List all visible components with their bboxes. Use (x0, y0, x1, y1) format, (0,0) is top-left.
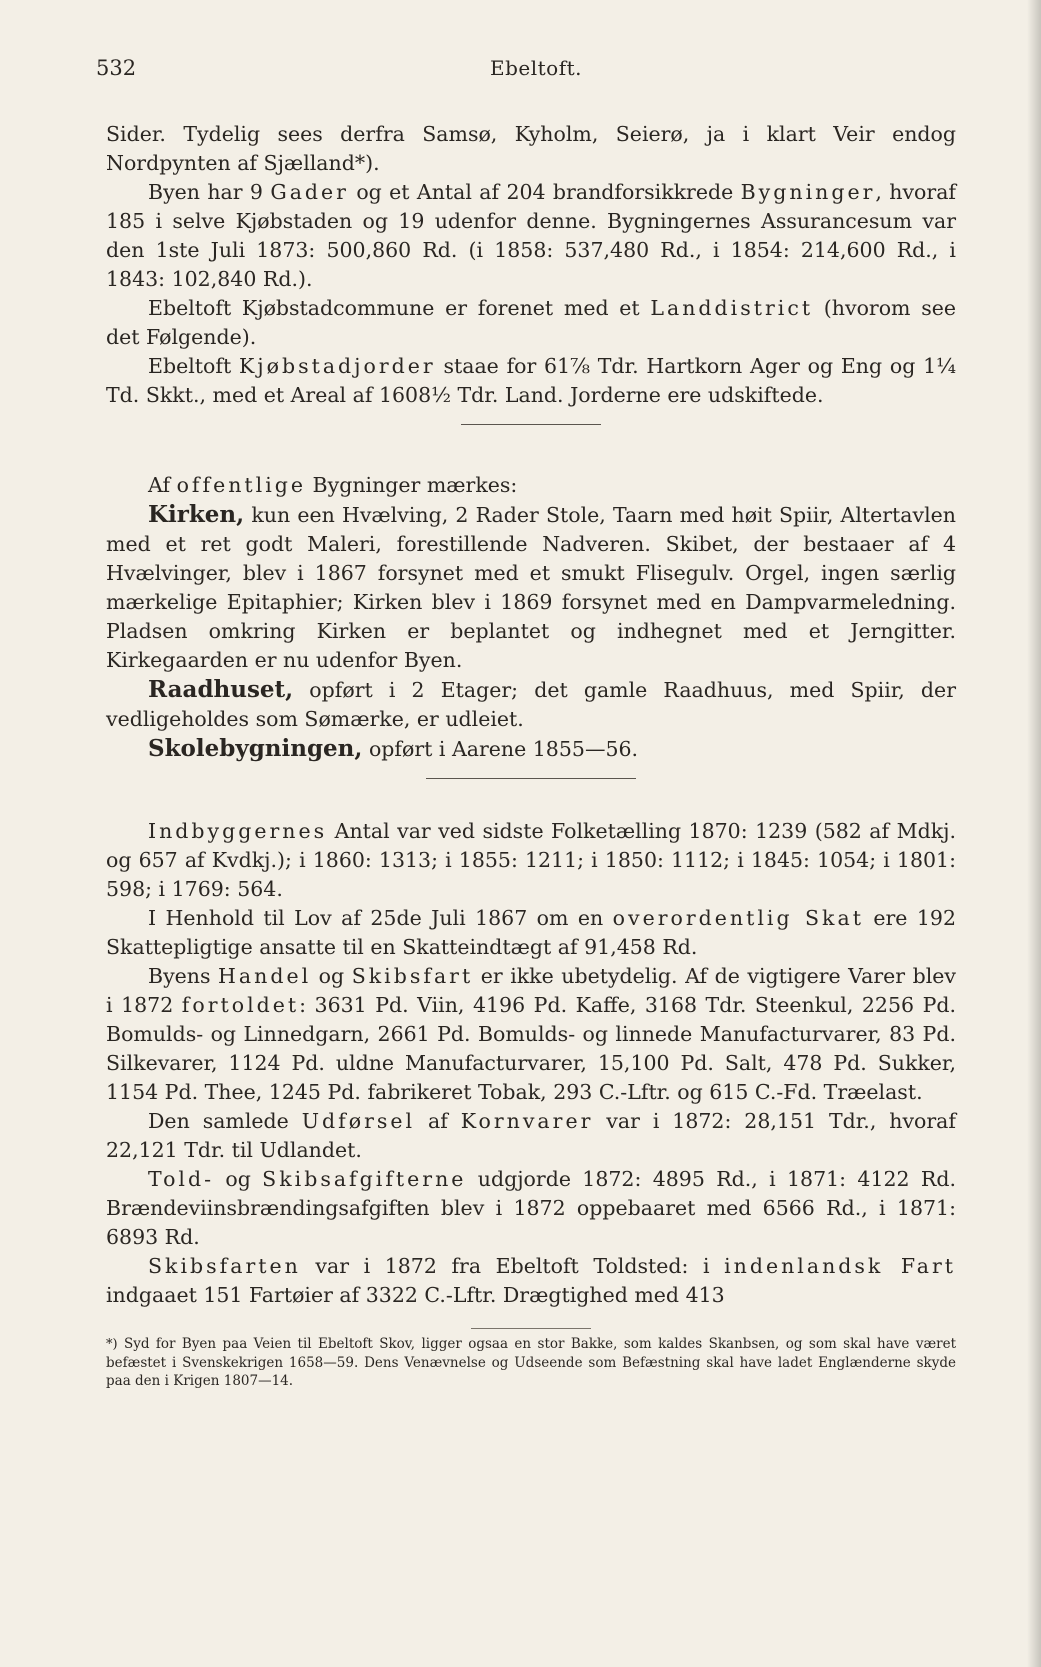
text-run: og (214, 1167, 263, 1191)
spaced-term: Skibsfart (351, 964, 474, 988)
text-run: Byens (148, 964, 219, 988)
text-run: var i 1872 fra Ebeltoft Toldsted: i (300, 1254, 725, 1278)
spaced-term: Skibsfarten (148, 1254, 301, 1278)
text-run: er ikke ubetydelig. Af de vigtigere Varer blev i 1872 (106, 964, 956, 1017)
spaced-term: indenlandsk Fart (724, 1254, 956, 1278)
footnote (106, 1335, 956, 1390)
spaced-term: overordentlig Skat (612, 906, 864, 930)
page-header (96, 56, 976, 90)
page-edge-shadow (1027, 0, 1041, 1667)
footnote-mark: *) (106, 1337, 118, 1352)
paragraph-commune (106, 294, 956, 352)
text-run: ere 192 Skattepligtige ansatte til en Skatteindtægt af 91,458 Rd. (106, 906, 956, 959)
paragraph-town-hall (106, 675, 956, 734)
text-run: staae for 61⅞ Tdr. Hartkorn Ager og Eng og 1¼ Td. Skkt., med et Areal af 1608½ Tdr. Land. Jorderne ere udskiftede. (106, 354, 956, 407)
footnote-text: Syd for Byen paa Veien til Ebeltoft Skov, ligger ogsaa en stor Bakke, som kaldes Skanbsen, og som skal have været befæstet i Svenskekrigen 1658—59. Dens Venævnelse og Udseende som Befæstning skal have ladet Englænderne skyde paa den i Krigen 1807—14. (106, 1336, 956, 1389)
text-run: og et Antal af 204 brandforsikkrede (348, 180, 741, 204)
footnote-divider (471, 1328, 591, 1329)
spaced-term: Udførsel (301, 1109, 416, 1133)
bold-heading-word: Raadhuset, (148, 676, 294, 703)
text-run: Den samlede (148, 1109, 302, 1133)
paragraph-public-buildings (106, 471, 956, 500)
paragraph-tax (106, 904, 956, 962)
page-number: 532 (96, 56, 137, 80)
paragraph-duties (106, 1165, 956, 1252)
text-run: Antal var ved sidste Folketælling 1870: 1239 (582 af Mdkj. og 657 af Kvdkj.); i 1860: 1313; i 1855: 1211; i 1850: 1112; i 1845: 1054; i 1801: 598; i 1769: 564. (106, 819, 956, 901)
spaced-term: Skibsafgifterne (262, 1167, 467, 1191)
paragraph-buildings-count (106, 178, 956, 294)
text-run: var i 1872: 28,151 Tdr., hvoraf 22,121 Tdr. til Udlandet. (106, 1109, 956, 1162)
paragraph-church (106, 500, 956, 675)
spaced-term: Bygninger (740, 180, 876, 204)
paragraph-lands (106, 352, 956, 410)
text-run: I Henhold til Lov af 25de Juli 1867 om en (148, 906, 613, 930)
text-run: af (415, 1109, 461, 1133)
bold-heading-word: Skolebygningen, (148, 735, 363, 762)
text-run: : 3631 Pd. Viin, 4196 Pd. Kaffe, 3168 Tdr. Steenkul, 2256 Pd. Bomulds- og Linnedgarn, 2661 Pd. Bomulds- og linnede Manufacturvarer, 83 Pd. Silkevarer, 1124 Pd. uldne Manufacturvarer, 15,100 Pd. Salt, 478 Pd. Sukker, 1154 Pd. Thee, 1245 Pd. fabrikeret Tobak, 293 C.-Lftr. og 615 C.-Fd. Træelast. (106, 993, 956, 1104)
bold-heading-word: Kirken, (148, 501, 245, 528)
text-run: (hvorom see det Følgende). (106, 296, 956, 349)
text-run: Sider. Tydelig sees derfra Samsø, Kyholm, Seierø, ja i klart Veir endog Nordpynten af Sjælland*). (106, 122, 956, 175)
paragraph-export (106, 1107, 956, 1165)
text-run: Byen har 9 (148, 180, 271, 204)
paragraph-trade (106, 962, 956, 1107)
spaced-term: Handel (218, 964, 312, 988)
spaced-term: Kornvarer (460, 1109, 594, 1133)
text-run: indgaaet 151 Fartøier af 3322 C.-Lftr. Drægtighed med 413 (106, 1283, 725, 1307)
paragraph-view (106, 120, 956, 178)
spaced-term: Indbyggernes (148, 819, 328, 843)
page-body (106, 120, 956, 1390)
text-run: opført i Aarene 1855—56. (362, 737, 639, 761)
paragraph-population (106, 817, 956, 904)
paragraph-shipping (106, 1252, 956, 1310)
spaced-term: Gader (270, 180, 349, 204)
text-run: Ebeltoft (148, 354, 239, 378)
text-run: kun een Hvælving, 2 Rader Stole, Taarn med høit Spiir, Altertavlen med et ret godt Maleri, forestillende Nadveren. Skibet, der bestaaer af 4 Hvælvinger, blev i 1867 forsynet med et smukt Flisegulv. Orgel, ingen særlig mærkelige Epitaphier; Kirken blev i 1869 forsynet med en Dampvarmeledning. Pladsen omkring Kirken er beplantet og indhegnet med et Jerngitter. Kirkegaarden er nu udenfor Byen. (106, 503, 956, 672)
text-run: , hvoraf 185 i selve Kjøbstaden og 19 udenfor denne. Bygningernes Assurancesum var den 1ste Juli 1873: 500,860 Rd. (i 1858: 537,480 Rd., i 1854: 214,600 Rd., i 1843: 102,840 Rd.). (106, 180, 956, 291)
spaced-term: offentlige (176, 473, 307, 497)
text-run: udgjorde 1872: 4895 Rd., i 1871: 4122 Rd. Brændeviinsbrændingsafgiften blev i 1872 oppebaaret med 6566 Rd., i 1871: 6893 Rd. (106, 1167, 956, 1249)
section-divider (461, 424, 601, 425)
paragraph-school (106, 734, 956, 764)
spaced-term: Kjøbstadjorder (238, 354, 436, 378)
text-run: og (311, 964, 352, 988)
running-head: Ebeltoft. (489, 56, 582, 80)
section-divider (426, 778, 636, 779)
text-run: Af (148, 473, 177, 497)
text-run: Ebeltoft Kjøbstadcommune er forenet med et (148, 296, 651, 320)
text-run: Bygninger mærkes: (306, 473, 518, 497)
footnotes (106, 1335, 956, 1390)
text-run: opført i 2 Etager; det gamle Raadhuus, med Spiir, der vedligeholdes som Sømærke, er udleiet. (106, 678, 956, 731)
spaced-term: Landdistrict (650, 296, 814, 320)
spaced-term: fortoldet (181, 993, 300, 1017)
spaced-term: Told- (148, 1167, 215, 1191)
